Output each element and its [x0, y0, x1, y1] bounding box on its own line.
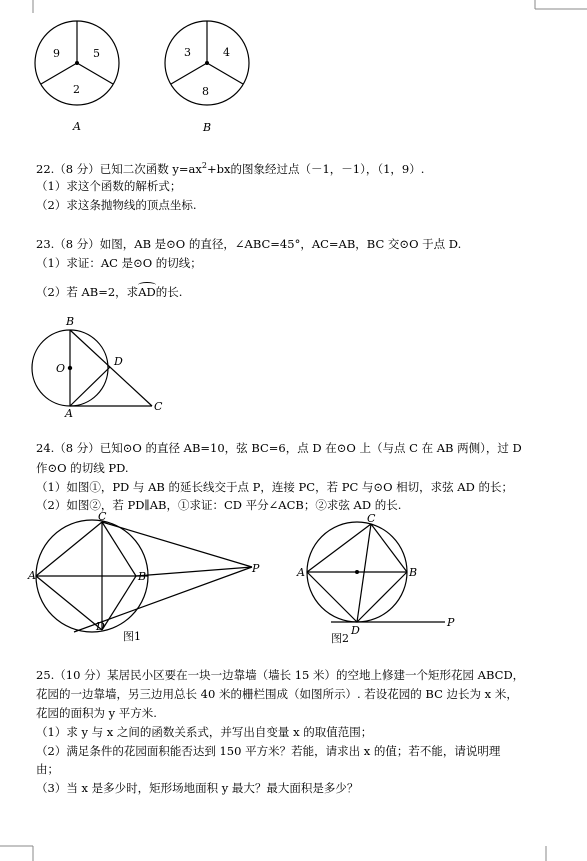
spinner-b-sector-3: 8 — [202, 85, 209, 98]
q25-part-1: （1）求 y 与 x 之间的函数关系式，并写出自变量 x 的取值范围； — [36, 725, 373, 739]
q25-part-3: （3）当 x 是多少时，矩形场地面积 y 最大？最大面积是多少？ — [36, 781, 359, 795]
q24-part-1: （1）如图①，PD 与 AB 的延长线交于点 P，连接 PC，若 PC 与⊙O 相切，求弦 AD 的长； — [36, 480, 513, 494]
q22-part-1: （1）求这个函数的解析式； — [36, 179, 182, 193]
q24-figure-1 — [30, 512, 270, 647]
corner-mark-bottom-right — [540, 840, 587, 861]
corner-mark-bottom-left — [0, 840, 40, 861]
q23-label-b: B — [66, 315, 75, 328]
spinner-b — [165, 21, 249, 134]
spinner-figures — [30, 0, 250, 140]
spinner-b-caption: B — [203, 121, 212, 134]
q23-part-2: （2）若 AB=2，求AD的长. — [36, 285, 183, 299]
q24-part-2: （2）如图②，若 PD∥AB，①求证：CD 平分∠ACB；②求弦 AD 的长. — [36, 498, 402, 512]
q22-part-2: （2）求这条抛物线的顶点坐标. — [36, 198, 197, 212]
q24-fig2-label-c: C — [367, 512, 376, 525]
q23-label-c: C — [154, 400, 163, 413]
q24-figure-2 — [295, 512, 475, 647]
q24-fig1-label-d: D — [96, 620, 105, 633]
q24-fig2-caption: 图2 — [331, 632, 349, 645]
q23-part-1: （1）求证：AC 是⊙O 的切线； — [36, 256, 202, 270]
q25-stem-line-1: 25.（10 分）某居民小区要在一块一边靠墙（墙长 15 米）的空地上修建一个矩形花园 ABCD， — [36, 668, 525, 682]
spinner-b-sector-1: 3 — [184, 46, 191, 59]
q24-fig1-label-c: C — [98, 510, 107, 523]
q24-fig2-label-d: D — [351, 624, 360, 637]
q23-stem: 23.（8 分）如图，AB 是⊙O 的直径，∠ABC=45°，AC=AB，BC 交⊙O 于点 D. — [36, 237, 462, 251]
q24-fig2-label-b: B — [409, 566, 418, 579]
q23-label-o: O — [56, 362, 66, 375]
spinner-a-sector-3: 2 — [73, 83, 80, 96]
arc-ad-symbol: AD — [138, 285, 156, 299]
spinner-b-sector-2: 4 — [223, 46, 230, 59]
q24-fig2-label-p: P — [447, 616, 455, 629]
q24-fig1-label-a: A — [28, 569, 36, 582]
spinner-a-caption: A — [73, 120, 81, 133]
q25-stem-line-3: 花园的面积为 y 平方米. — [36, 706, 157, 720]
q25-part-2-line-1: （2）满足条件的花园面积能否达到 150 平方米？若能，请求出 x 的值；若不能，请说明理 — [36, 744, 501, 758]
q24-fig1-caption: 图1 — [123, 630, 141, 643]
q24-fig1-label-b: B — [138, 570, 147, 583]
spinner-a-sector-2: 5 — [93, 47, 100, 60]
spinner-a — [35, 21, 119, 133]
spinner-a-sector-1: 9 — [53, 47, 60, 60]
spinner-svg — [30, 0, 250, 140]
q23-label-d: D — [114, 355, 123, 368]
q23-label-a: A — [65, 407, 73, 420]
q25-stem-line-2: 花园的一边靠墙，另三边用总长 40 米的栅栏围成（如图所示）. 若设花园的 BC 边长为 x 米， — [36, 687, 518, 701]
q24-fig2-label-a: A — [297, 566, 305, 579]
q25-part-2-line-2: 由； — [36, 762, 59, 776]
corner-mark-top-right — [530, 0, 587, 14]
q22-stem: 22.（8 分）已知二次函数 $y=ax^2+bx$的图象经过点（－1，－1），（1，9）. — [36, 161, 425, 176]
q24-fig1-label-p: P — [252, 562, 260, 575]
q24-stem-line-1: 24.（8 分）已知⊙O 的直径 AB=10，弦 BC=6，点 D 在⊙O 上（与点 C 在 AB 两侧），过 D — [36, 441, 522, 455]
q24-stem-line-2: 作⊙O 的切线 PD. — [36, 461, 129, 475]
q23-figure — [30, 310, 180, 420]
